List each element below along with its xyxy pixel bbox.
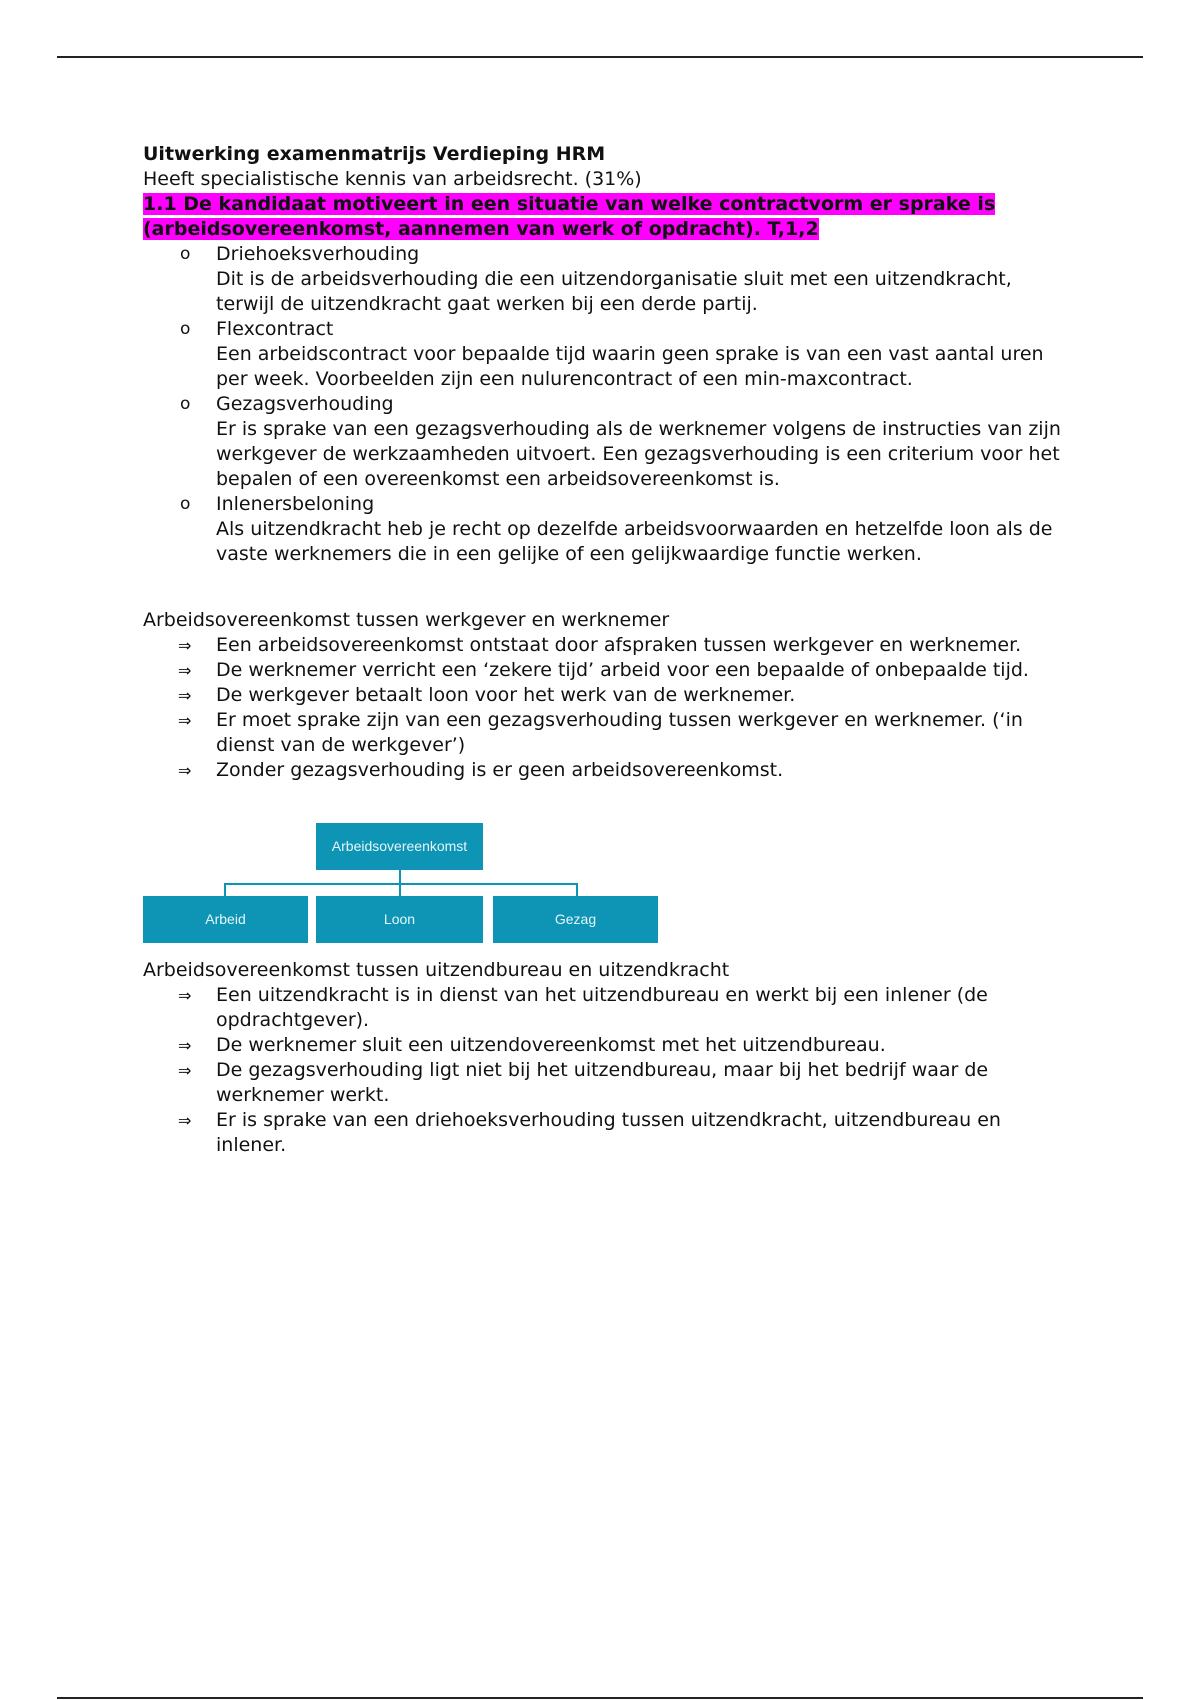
term-item <box>143 242 1063 317</box>
list-item-text: Er is sprake van een driehoeksverhouding tussen uitzendkracht, uitzendbureau en inlener. <box>216 1109 1001 1156</box>
term-description: Er is sprake van een gezagsverhouding als de werknemer volgens de instructies van zijn werkgever de werkzaamheden uitvoert. Een gezagsverhouding is een criterium voor het bepalen of een overeenkomst een arbeidsovereenkomst is. <box>216 418 1061 490</box>
term-name: Gezagsverhouding <box>216 393 394 415</box>
arrow-right-icon: ⇒ <box>178 711 192 730</box>
terms-list <box>143 242 1063 567</box>
list-item-text: Er moet sprake zijn van een gezagsverhouding tussen werkgever en werknemer. (‘in dienst van de werkgever’) <box>216 709 1023 756</box>
list-item <box>143 1108 1063 1158</box>
circle-bullet-icon: o <box>180 244 191 264</box>
section-heading-uitzendbureau: Arbeidsovereenkomst tussen uitzendbureau en uitzendkracht <box>143 959 730 981</box>
diagram-root-box: Arbeidsovereenkomst <box>316 823 483 870</box>
list-item-text: De werknemer verricht een ‘zekere tijd’ arbeid voor een bepaalde of onbepaalde tijd. <box>216 659 1029 681</box>
document-title: Uitwerking examenmatrijs Verdieping HRM <box>143 143 606 165</box>
term-name: Flexcontract <box>216 318 334 340</box>
term-description: Dit is de arbeidsverhouding die een uitzendorganisatie sluit met een uitzendkracht, terwijl de uitzendkracht gaat werken bij een derde partij. <box>216 268 1012 315</box>
list-item-text: De werkgever betaalt loon voor het werk van de werknemer. <box>216 684 796 706</box>
highlighted-objective-text: 1.1 De kandidaat motiveert in een situatie van welke contractvorm er sprake is (arbeidsovereenkomst, aannemen van werk of opdracht). T,1,2 <box>143 193 996 240</box>
section-list-uitzendbureau <box>143 983 1063 1158</box>
list-item-text: De gezagsverhouding ligt niet bij het uitzendbureau, maar bij het bedrijf waar de werknemer werkt. <box>216 1059 989 1106</box>
org-diagram <box>143 823 663 943</box>
section-heading-werkgever: Arbeidsovereenkomst tussen werkgever en werknemer <box>143 609 670 631</box>
list-item-text: Zonder gezagsverhouding is er geen arbeidsovereenkomst. <box>216 759 784 781</box>
highlighted-objective <box>143 192 1063 242</box>
diagram-connector-horizontal <box>224 883 578 885</box>
term-description: Als uitzendkracht heb je recht op dezelfde arbeidsvoorwaarden en hetzelfde loon als de vaste werknemers die in een gelijke of een gelijkwaardige functie werken. <box>216 518 1053 565</box>
circle-bullet-icon: o <box>180 319 191 339</box>
circle-bullet-icon: o <box>180 394 191 414</box>
list-item <box>143 708 1063 758</box>
header-rule <box>57 56 1143 58</box>
list-item <box>143 633 1063 658</box>
diagram-connector-right <box>576 883 578 896</box>
list-item <box>143 1033 1063 1058</box>
term-item <box>143 492 1063 567</box>
arrow-right-icon: ⇒ <box>178 636 192 655</box>
circle-bullet-icon: o <box>180 494 191 514</box>
diagram-child-box: Arbeid <box>143 896 308 943</box>
list-item <box>143 683 1063 708</box>
arrow-right-icon: ⇒ <box>178 986 192 1005</box>
term-name: Inlenersbeloning <box>216 493 375 515</box>
section-list-werkgever <box>143 633 1063 783</box>
arrow-right-icon: ⇒ <box>178 1111 192 1130</box>
list-item-text: Een uitzendkracht is in dienst van het uitzendbureau en werkt bij een inlener (de opdrachtgever). <box>216 984 988 1031</box>
diagram-child-box: Gezag <box>493 896 658 943</box>
list-item <box>143 658 1063 683</box>
document-body <box>143 142 1063 1158</box>
arrow-right-icon: ⇒ <box>178 761 192 780</box>
list-item-text: De werknemer sluit een uitzendovereenkomst met het uitzendbureau. <box>216 1034 886 1056</box>
arrow-right-icon: ⇒ <box>178 1036 192 1055</box>
footer-rule <box>57 1697 1143 1699</box>
diagram-connector-left <box>224 883 226 896</box>
arrow-right-icon: ⇒ <box>178 686 192 705</box>
document-subtitle: Heeft specialistische kennis van arbeidsrecht. (31%) <box>143 168 642 190</box>
arrow-right-icon: ⇒ <box>178 1061 192 1080</box>
list-item-text: Een arbeidsovereenkomst ontstaat door afspraken tussen werkgever en werknemer. <box>216 634 1022 656</box>
diagram-child-box: Loon <box>316 896 483 943</box>
term-item <box>143 317 1063 392</box>
list-item <box>143 1058 1063 1108</box>
arrow-right-icon: ⇒ <box>178 661 192 680</box>
list-item <box>143 983 1063 1033</box>
term-item <box>143 392 1063 492</box>
term-name: Driehoeksverhouding <box>216 243 420 265</box>
list-item <box>143 758 1063 783</box>
term-description: Een arbeidscontract voor bepaalde tijd waarin geen sprake is van een vast aantal uren per week. Voorbeelden zijn een nulurencontract of een min-maxcontract. <box>216 343 1044 390</box>
